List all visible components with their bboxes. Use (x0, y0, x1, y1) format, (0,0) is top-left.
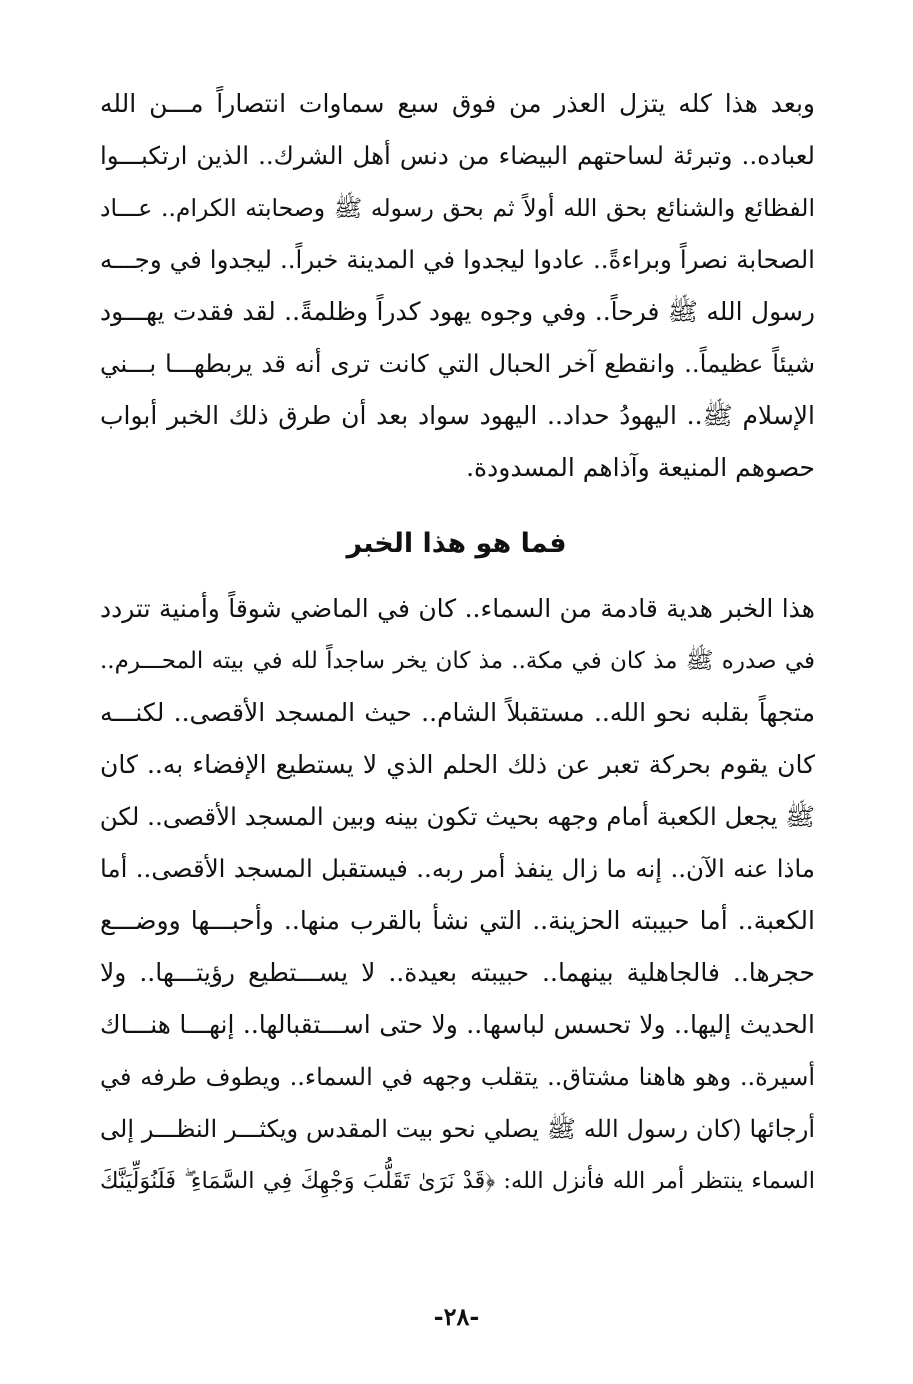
paragraph-1-line: شيئاً عظيماً.. وانقطع آخر الحبال التي كانت ترى أنه قد يربطهـــا بـــني (100, 349, 815, 378)
paragraph-1-line: حصوهم المنيعة وآذاهم المسدودة. (466, 453, 815, 482)
paragraph-2-line: حجرها.. فالجاهلية بينهما.. حبيبته بعيدة.. لا يســـتطيع رؤيتـــها.. ولا (100, 958, 815, 987)
paragraph-1-line: وبعد هذا كله يتزل العذر من فوق سبع سماوات انتصاراً مـــن الله (100, 89, 815, 118)
paragraph-2-line: الحديث إليها.. ولا تحسس لباسها.. ولا حتى اســـتقبالها.. إنهـــا هنـــاك (100, 1010, 815, 1039)
paragraph-2-line: ماذا عنه الآن.. إنه ما زال ينفذ أمر ربه.. فيستقبل المسجد الأقصى.. أما (100, 854, 815, 883)
paragraph-2-line: كان يقوم بحركة تعبر عن ذلك الحلم الذي لا يستطيع الإفضاء به.. كان (100, 750, 815, 779)
paragraph-2-line: أرجائها (كان رسول الله ﷺ يصلي نحو بيت المقدس ويكثـــر النظـــر إلى (100, 1115, 815, 1143)
paragraph-2-line: السماء ينتظر أمر الله فأنزل الله: ﴿قَدْ نَرَىٰ تَقَلُّبَ وَجْهِكَ فِي السَّمَاءِ ۖ فَلَنُوَلِّيَنَّكَ (100, 1168, 815, 1194)
paragraph-2-line: في صدره ﷺ مذ كان في مكة.. مذ كان يخر ساجداً لله في بيته المحـــرم.. (100, 648, 815, 674)
paragraph-2-line: ﷺ يجعل الكعبة أمام وجهه بحيث تكون بينه وبين المسجد الأقصى.. لكن (100, 802, 815, 831)
paragraph-2-line: هذا الخبر هدية قادمة من السماء.. كان في الماضي شوقاً وأمنية تتردد (100, 594, 815, 623)
paragraph-1-line: لعباده.. وتبرئة لساحتهم البيضاء من دنس أهل الشرك.. الذين ارتكبـــوا (100, 141, 815, 170)
paragraph-2-line: أسيرة.. وهو هاهنا مشتاق.. يتقلب وجهه في السماء.. ويطوف طرفه في (100, 1063, 815, 1091)
paragraph-2 (100, 583, 815, 1207)
section-heading: فما هو هذا الخبر (346, 528, 567, 559)
paragraph-1-line: رسول الله ﷺ فرحاً.. وفي وجوه يهود كدراً وظلمةً.. لقد فقدت يهـــود (100, 297, 815, 326)
paragraph-2-line: متجهاً بقلبه نحو الله.. مستقبلاً الشام.. حيث المسجد الأقصى.. لكنـــه (100, 698, 815, 727)
paragraph-1-line: الفظائع والشنائع بحق الله أولاً ثم بحق رسوله ﷺ وصحابته الكرام.. عـــاد (100, 194, 815, 222)
paragraph-1 (100, 78, 815, 494)
paragraph-1-line: الإسلام ﷺ.. اليهودُ حداد.. اليهود سواد بعد أن طرق ذلك الخبر أبواب (100, 401, 815, 430)
page-number: -٢٨- (433, 1302, 480, 1331)
paragraph-2-line: الكعبة.. أما حبيبته الحزينة.. التي نشأ بالقرب منها.. وأحبـــها ووضـــع (100, 906, 815, 935)
paragraph-1-line: الصحابة نصراً وبراءةً.. عادوا ليجدوا في المدينة خبراً.. ليجدوا في وجـــه (100, 245, 815, 274)
